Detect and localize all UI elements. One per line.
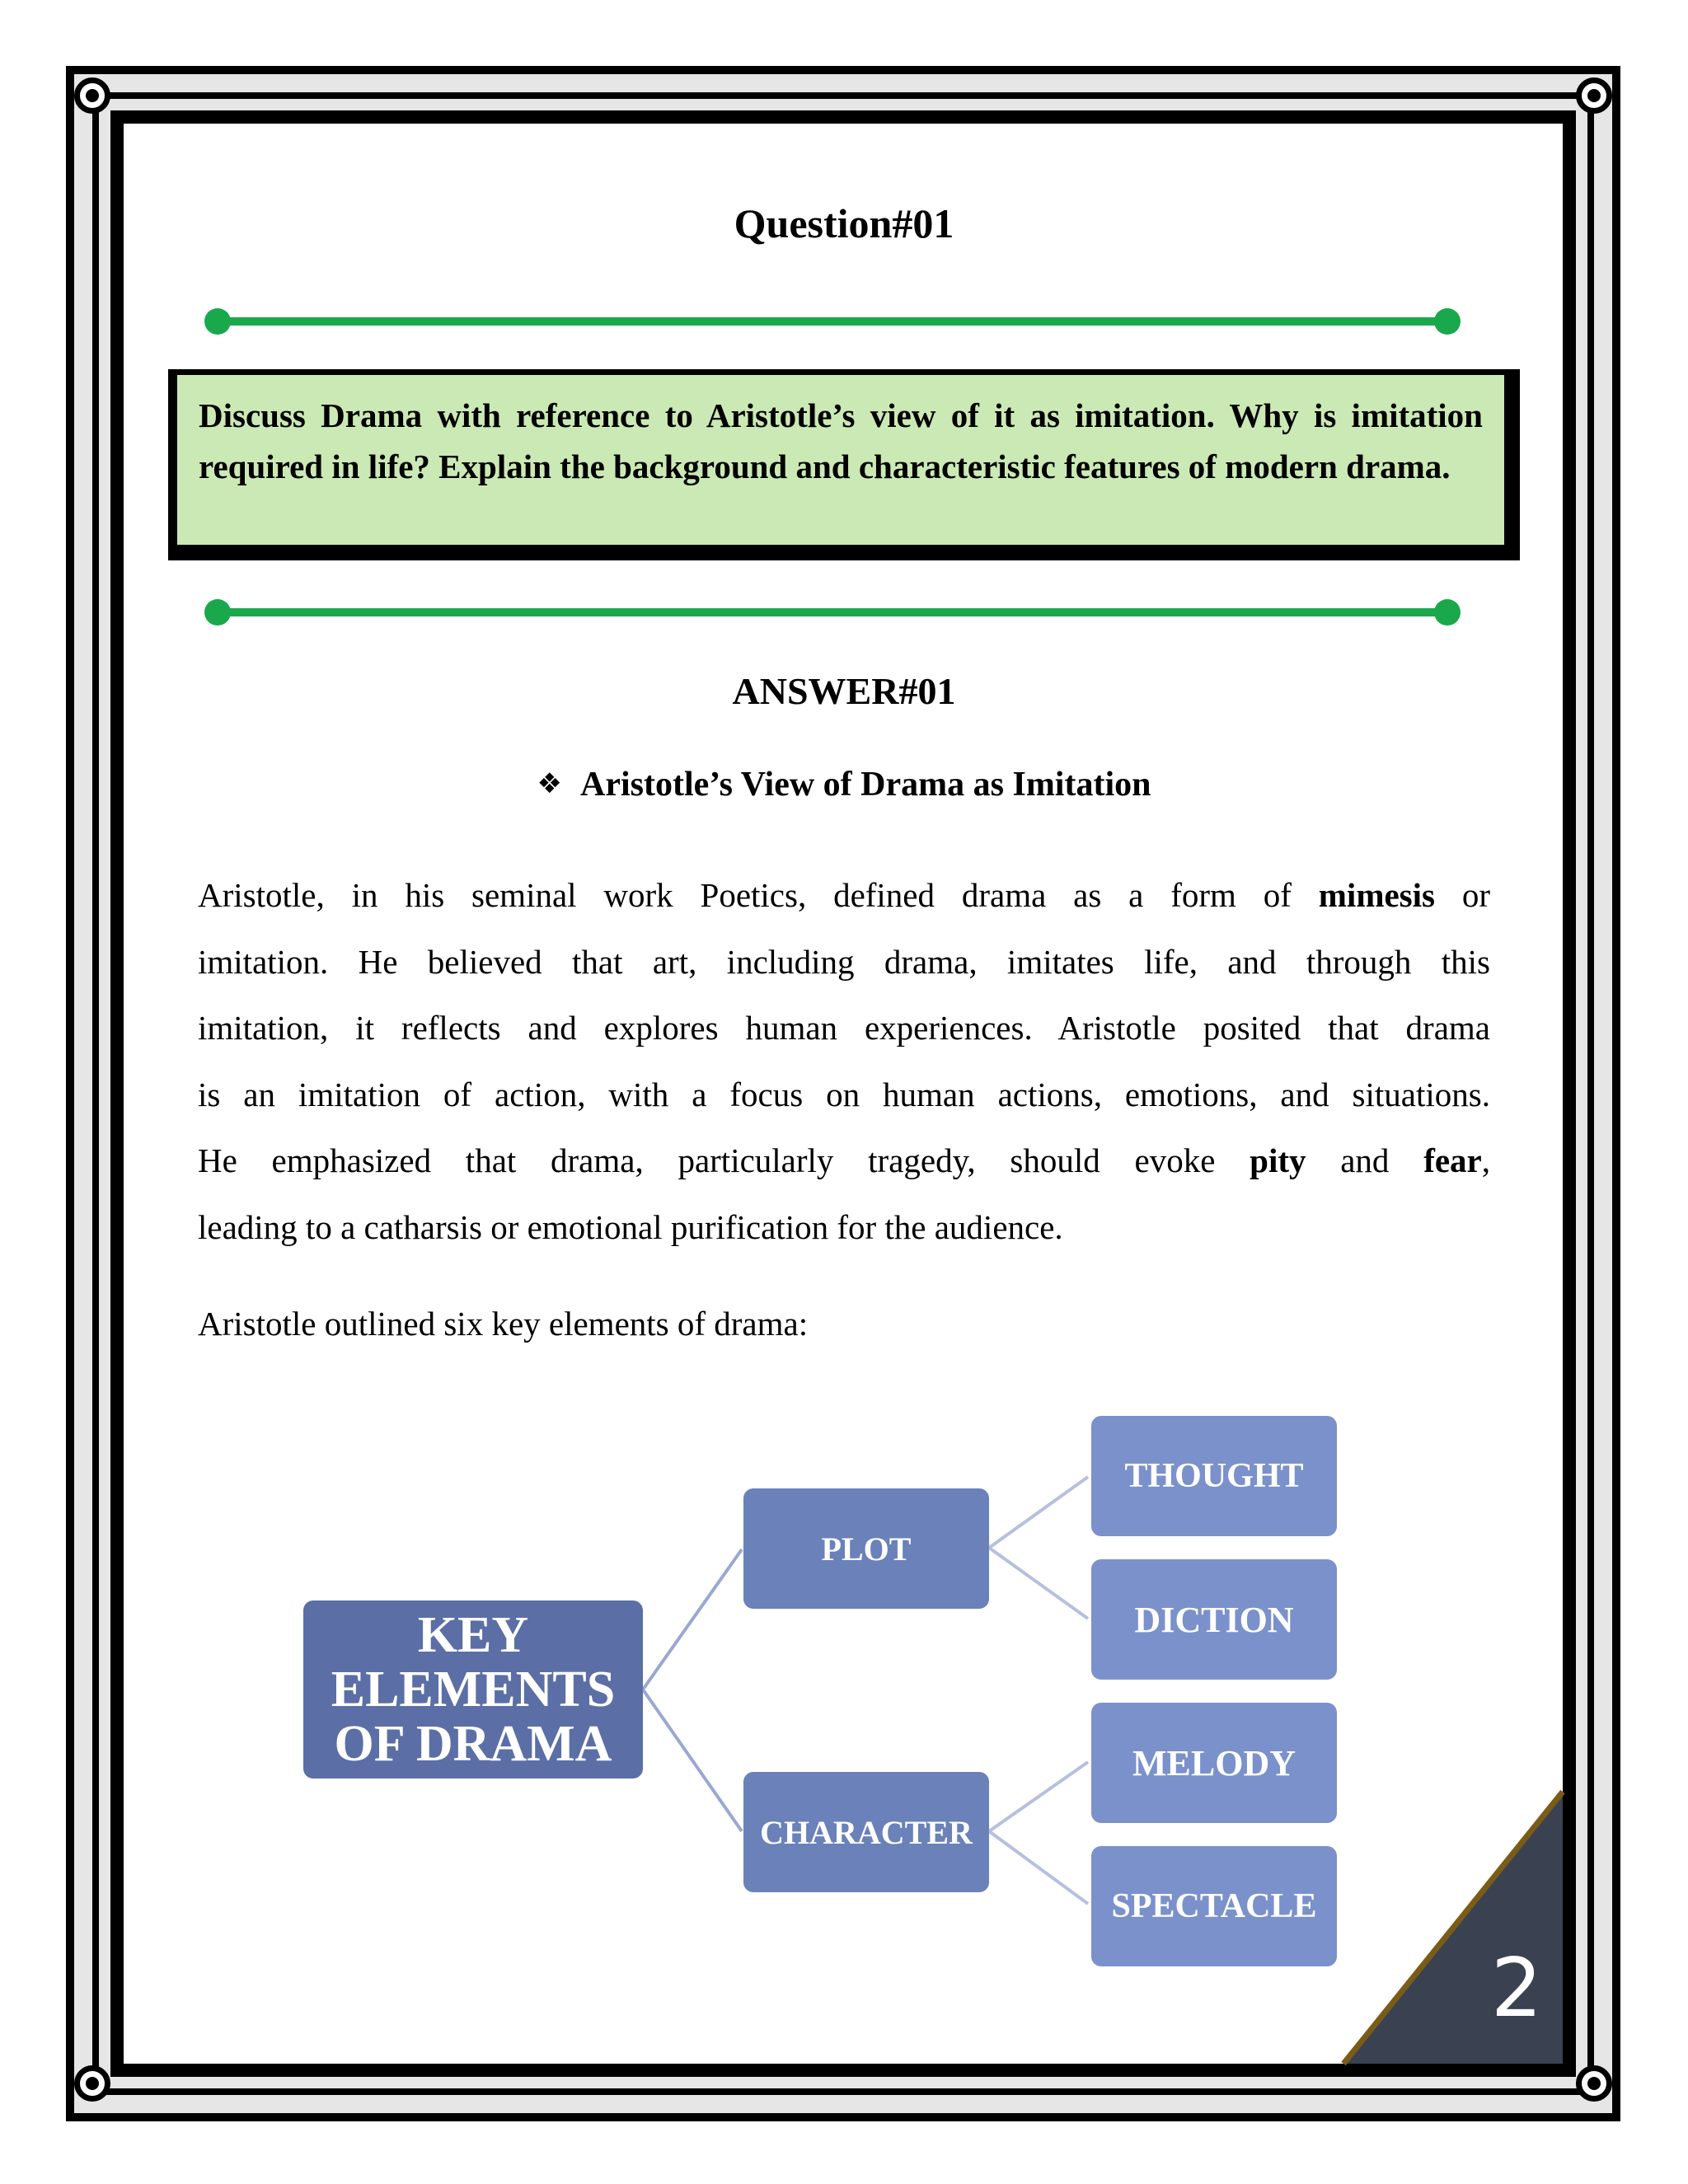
term-mimesis: mimesis bbox=[1318, 876, 1435, 914]
elements-lead-in: Aristotle outlined six key elements of drama: bbox=[198, 1305, 809, 1343]
paragraph-line: imitation. He believed that art, including drama, imitates life, and through this bbox=[198, 942, 1490, 981]
paragraph-line: leading to a catharsis or emotional purification for the audience. bbox=[198, 1207, 1063, 1246]
paragraph-line: He emphasized that drama, particularly tragedy, should evoke pity and fear, bbox=[198, 1141, 1490, 1179]
diamond-bullet-icon: ❖ bbox=[537, 767, 562, 800]
diagram-leaf-spectacle: SPECTACLE bbox=[1091, 1846, 1337, 1966]
diagram-branch-character: CHARACTER bbox=[743, 1772, 989, 1892]
diagram-leaf-diction: DICTION bbox=[1091, 1559, 1337, 1680]
paragraph-line: Aristotle, in his seminal work Poetics, defined drama as a form of mimesis or bbox=[198, 876, 1490, 914]
diagram-branch-plot: PLOT bbox=[743, 1488, 989, 1609]
answer-title: ANSWER#01 bbox=[732, 670, 956, 712]
diagram-root-node: KEY ELEMENTS OF DRAMA bbox=[303, 1601, 643, 1779]
question-box: Discuss Drama with reference to Aristotle’s view of it as imitation. Why is imitation required in life? Explain the background and characteristic features of modern drama. bbox=[175, 373, 1507, 547]
paragraph-line: is an imitation of action, with a focus on human actions, emotions, and situations. bbox=[198, 1075, 1490, 1113]
term-pity: pity bbox=[1250, 1141, 1306, 1179]
diagram-leaf-thought: THOUGHT bbox=[1091, 1416, 1337, 1536]
question-title: Question#01 bbox=[734, 200, 954, 246]
term-fear: fear bbox=[1423, 1141, 1482, 1179]
diagram-leaf-melody: MELODY bbox=[1091, 1703, 1337, 1823]
paragraph-line: imitation, it reflects and explores human experiences. Aristotle posited that drama bbox=[198, 1009, 1490, 1047]
section-heading-text: Aristotle’s View of Drama as Imitation bbox=[579, 766, 1151, 804]
page-number: 2 bbox=[1490, 1942, 1543, 2036]
